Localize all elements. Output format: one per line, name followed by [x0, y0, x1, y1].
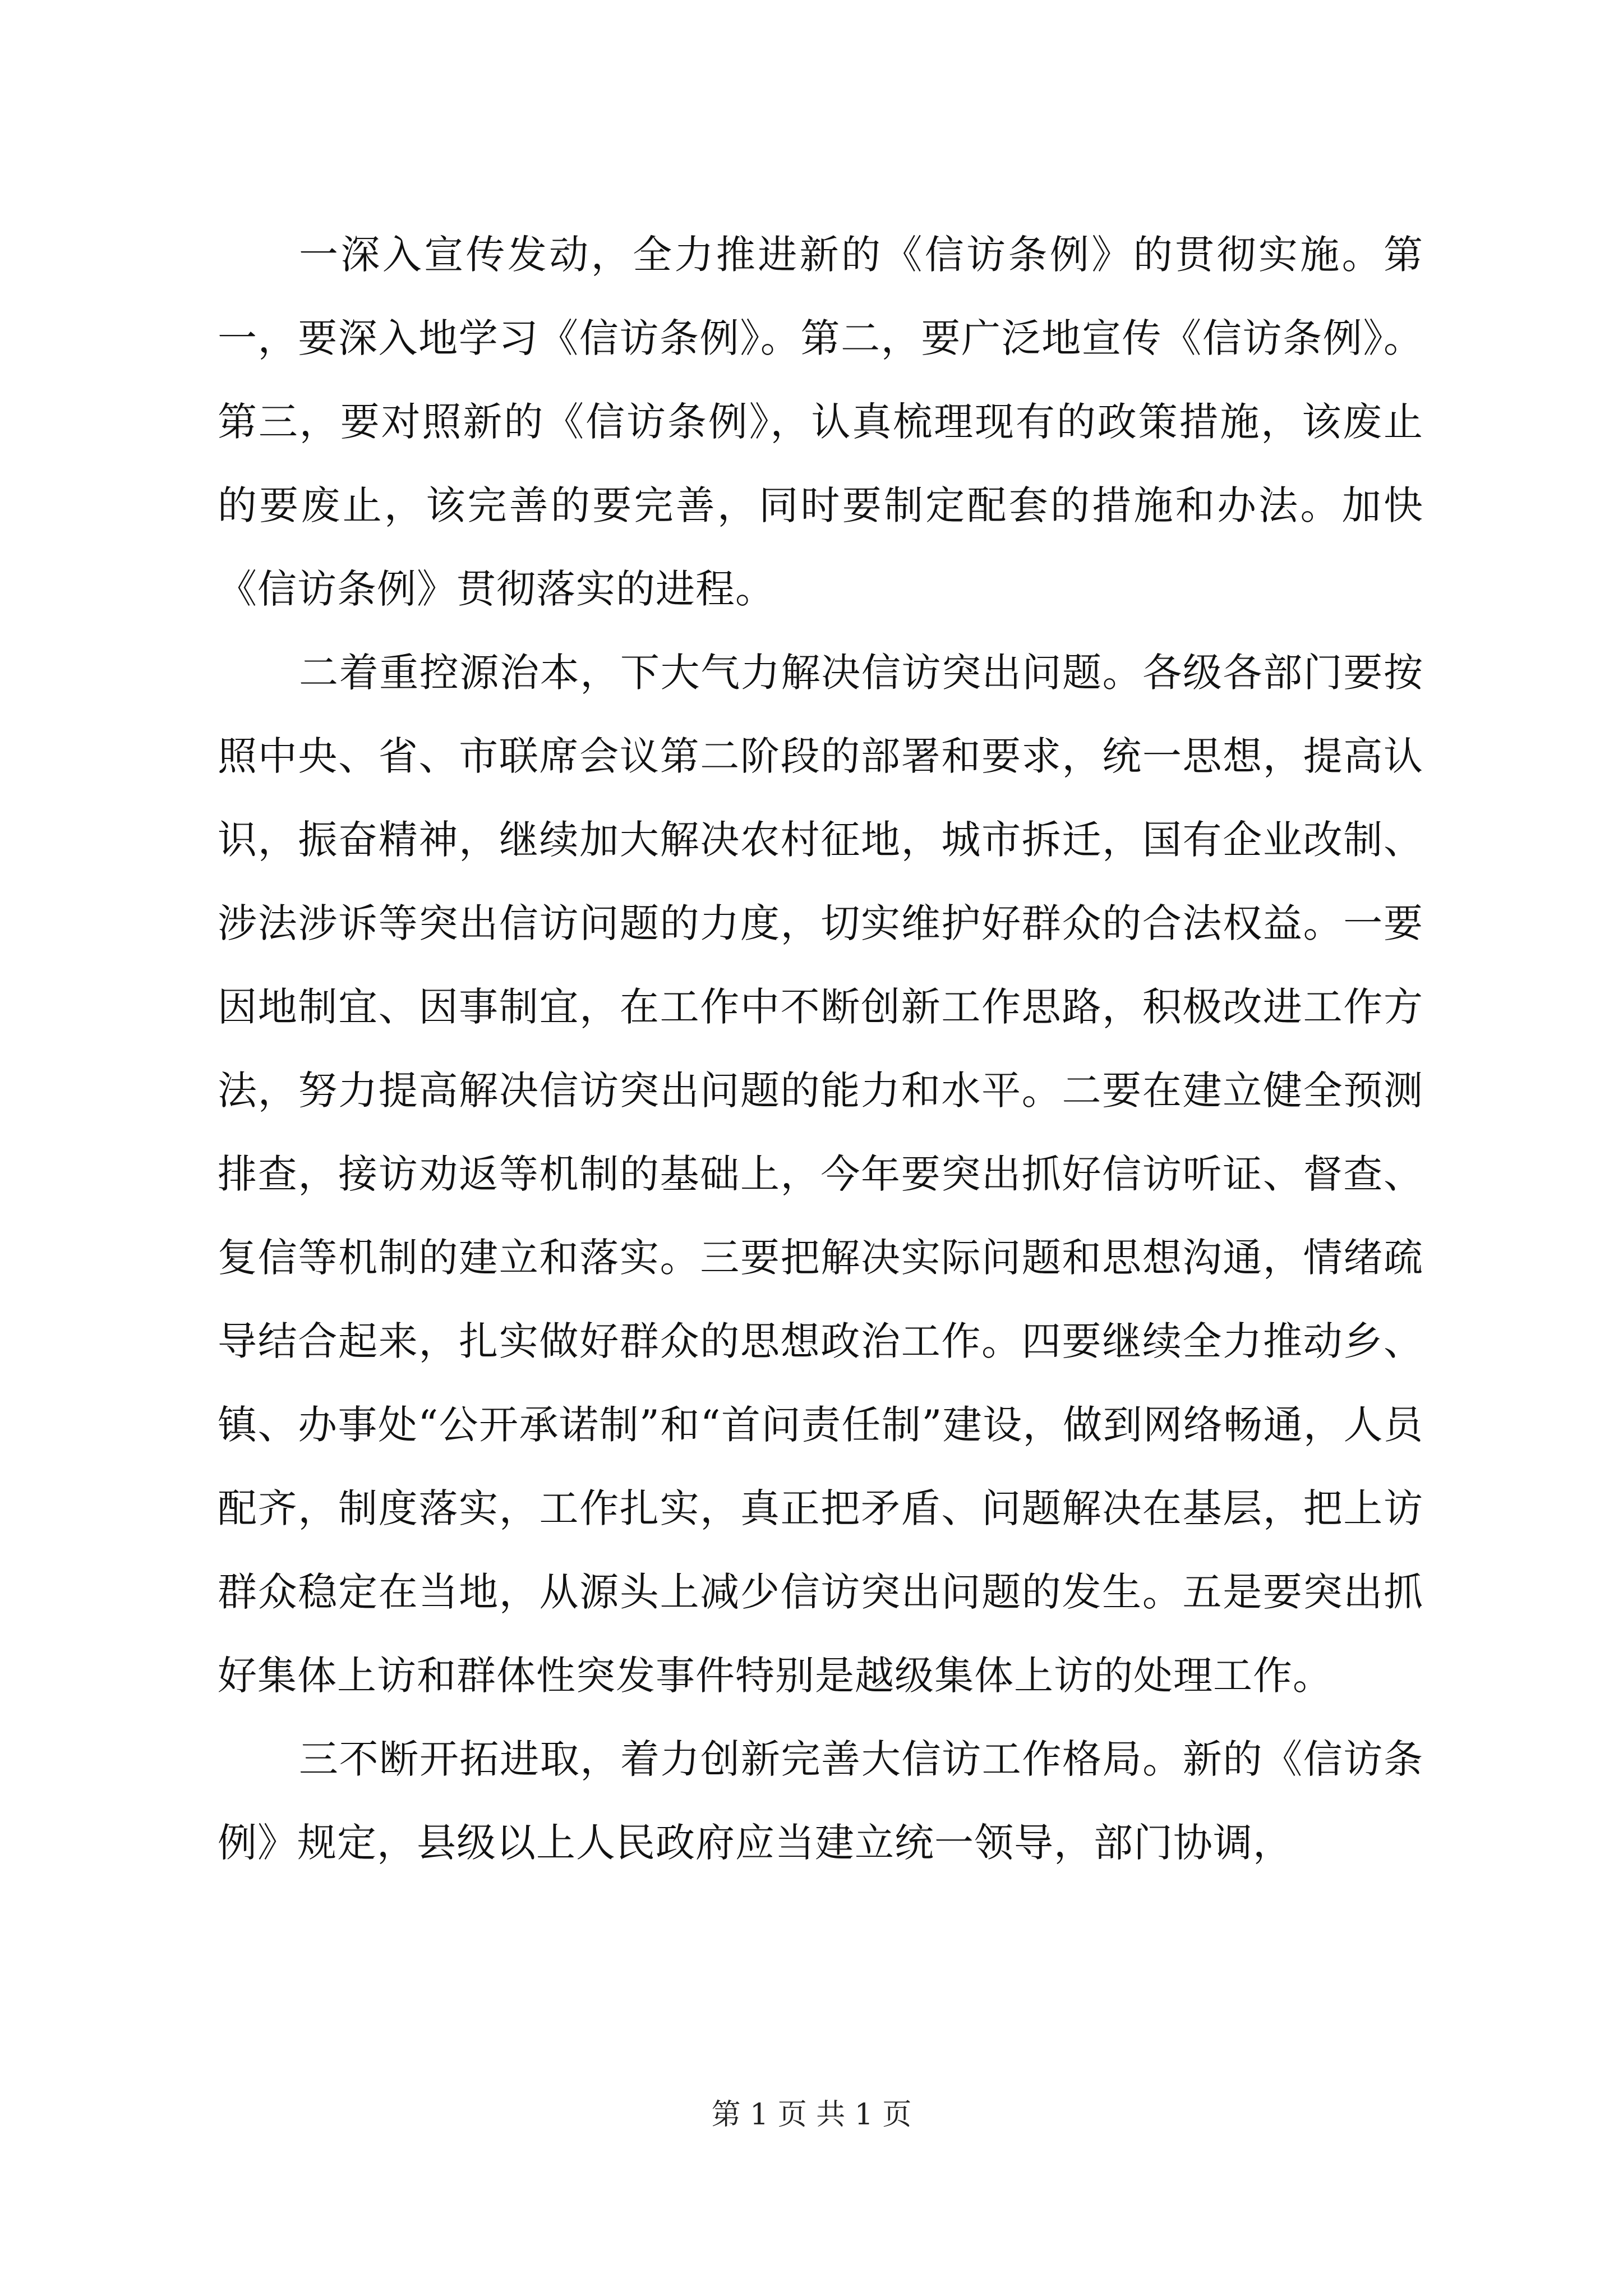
- document-body: [218, 213, 1423, 1885]
- paragraph-3: 三不断开拓进取，着力创新完善大信访工作格局。新的《信访条例》规定，县级以上人民政府应当建立统一领导，部门协调，: [218, 1736, 1423, 1866]
- page-footer: 第 1 页 共 1 页: [711, 2098, 912, 2132]
- paragraph-1: 一深入宣传发动，全力推进新的《信访条例》的贯彻实施。第一，要深入地学习《信访条例》。第二，要广泛地宣传《信访条例》。第三，要对照新的《信访条例》，认真梳理现有的政策措施，该废止的要废止，该完善的要完善，同时要制定配套的措施和办法。加快《信访条例》贯彻落实的进程。: [218, 232, 1423, 612]
- paragraph-2: 二着重控源治本，下大气力解决信访突出问题。各级各部门要按照中央、省、市联席会议第二阶段的部署和要求，统一思想，提高认识，振奋精神，继续加大解决农村征地，城市拆迁，国有企业改制、涉法涉诉等突出信访问题的力度，切实维护好群众的合法权益。一要因地制宜、因事制宜，在工作中不断创新工作思路，积极改进工作方法，努力提高解决信访突出问题的能力和水平。二要在建立健全预测排查，接访劝返等机制的基础上，今年要突出抓好信访听证、督查、复信等机制的建立和落实。三要把解决实际问题和思想沟通，情绪疏导结合起来，扎实做好群众的思想政治工作。四要继续全力推动乡、镇、办事处“公开承诺制”和“首问责任制”建设，做到网络畅通，人员配齐，制度落实，工作扎实，真正把矛盾、问题解决在基层，把上访群众稳定在当地，从源头上减少信访突出问题的发生。五是要突出抓好集体上访和群体性突发事件特别是越级集体上访的处理工作。: [218, 650, 1423, 1699]
